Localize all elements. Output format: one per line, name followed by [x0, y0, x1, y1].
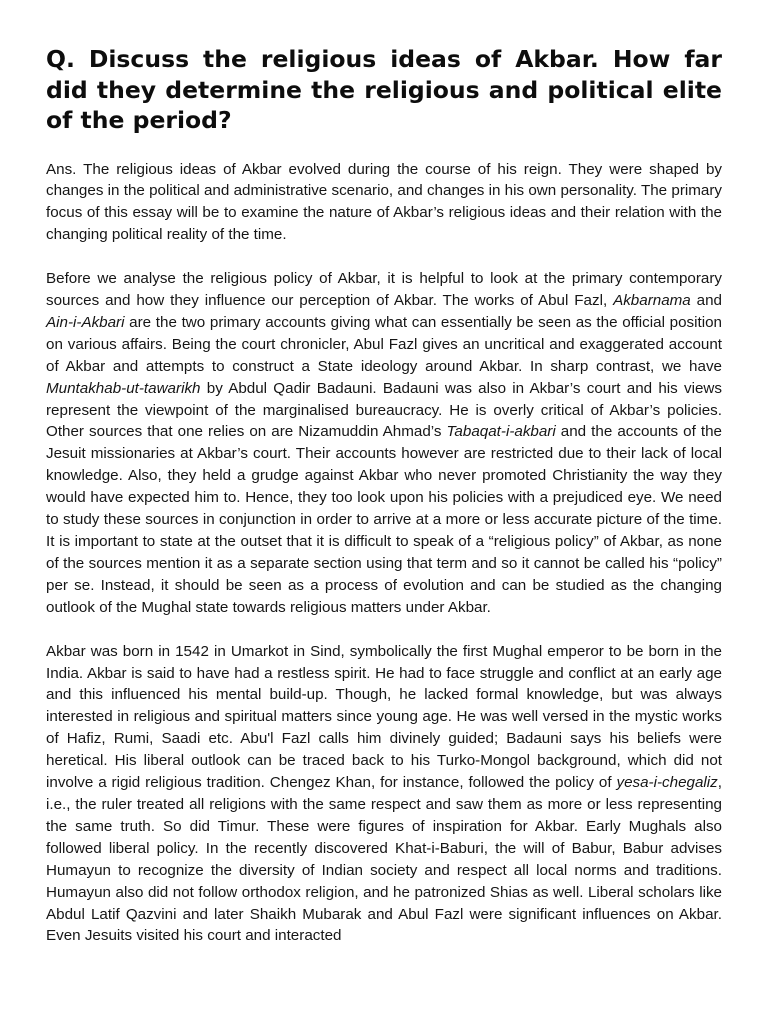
italic-title-text: Ain-i-Akbari: [46, 313, 125, 331]
paragraph-text: and the accounts of the Jesuit missionaries at Akbar’s court. Their accounts however are restricted due to their lack of local knowledge. Also, they held a grudge against Akbar who never promoted Christianity the way they would have expected him to. Hence, they too look upon his policies with a prejudiced eye. We need to study these sources in conjunction in order to arrive at a more or less accurate picture of the time. It is important to state at the outset that it is difficult to speak of a “religious policy” of Akbar, as none of the sources mention it as a separate section using that term and so it cannot be called his “policy” per se. Instead, it should be seen as a process of evolution and can be studied as the changing outlook of the Mughal state towards religious matters under Akbar.: [46, 423, 722, 616]
paragraph: [46, 641, 722, 948]
paragraph-text: Ans. The religious ideas of Akbar evolved during the course of his reign. They were shaped by changes in the political and administrative scenario, and changes in his own personality. The primary focus of this essay will be to examine the nature of Akbar’s religious ideas and their relation with the changing political reality of the time.: [46, 160, 722, 244]
question-title: Q. Discuss the religious ideas of Akbar. How far did they determine the religious and political elite of the period?: [46, 45, 722, 134]
italic-title-text: yesa-i-chegaliz: [616, 774, 718, 792]
paragraph: [46, 268, 722, 619]
italic-title-text: Muntakhab-ut-tawarikh: [46, 379, 201, 397]
italic-title-text: Akbarnama: [613, 292, 691, 310]
paragraph: [46, 159, 722, 247]
paragraph-text: are the two primary accounts giving what can essentially be seen as the official position on various affairs. Being the court chronicler, Abul Fazl gives an uncritical and exaggerated account of Akbar and attempts to construct a State ideology around Akbar. In sharp contrast, we have: [46, 313, 722, 375]
paragraph-text: , i.e., the ruler treated all religions with the same respect and saw them as more or less representing the same truth. So did Timur. These were figures of inspiration for Akbar. Early Mughals also followed liberal policy. In the recently discovered Khat-i-Baburi, the will of Babur, Babur advises Humayun to recognize the diversity of Indian society and respect all local norms and traditions. Humayun also did not follow orthodox religion, and he patronized Shias as well. Liberal scholars like Abdul Latif Qazvini and later Shaikh Mubarak and Abul Fazl were significant influences on Akbar. Even Jesuits visited his court and interacted: [46, 774, 722, 945]
paragraph-text: Akbar was born in 1542 in Umarkot in Sind, symbolically the first Mughal emperor to be born in the India. Akbar is said to have had a restless spirit. He had to face struggle and conflict at an early age and this influenced his mental build-up. Though, he lacked formal knowledge, but was always interested in religious and spiritual matters since young age. He was well versed in the mystic works of Hafiz, Rumi, Saadi etc. Abu'l Fazl calls him divinely guided; Badauni says his beliefs were heretical. His liberal outlook can be traced back to his Turko-Mongol background, which did not involve a rigid religious tradition. Chengez Khan, for instance, followed the policy of: [46, 642, 722, 792]
italic-title-text: Tabaqat-i-akbari: [446, 423, 556, 441]
answer-body: [46, 159, 722, 948]
paragraph-text: by Abdul Qadir Badauni. Badauni was also in Akbar’s court and his views represent the viewpoint of the marginalised bureaucracy. He is overly critical of Akbar’s policies. Other sources that one relies on are Nizamuddin Ahmad’s: [46, 379, 722, 441]
document-page: [46, 44, 722, 969]
paragraph-text: Before we analyse the religious policy of Akbar, it is helpful to look at the primary contemporary sources and how they influence our perception of Akbar. The works of Abul Fazl,: [46, 270, 722, 310]
paragraph-text: and: [690, 292, 723, 310]
